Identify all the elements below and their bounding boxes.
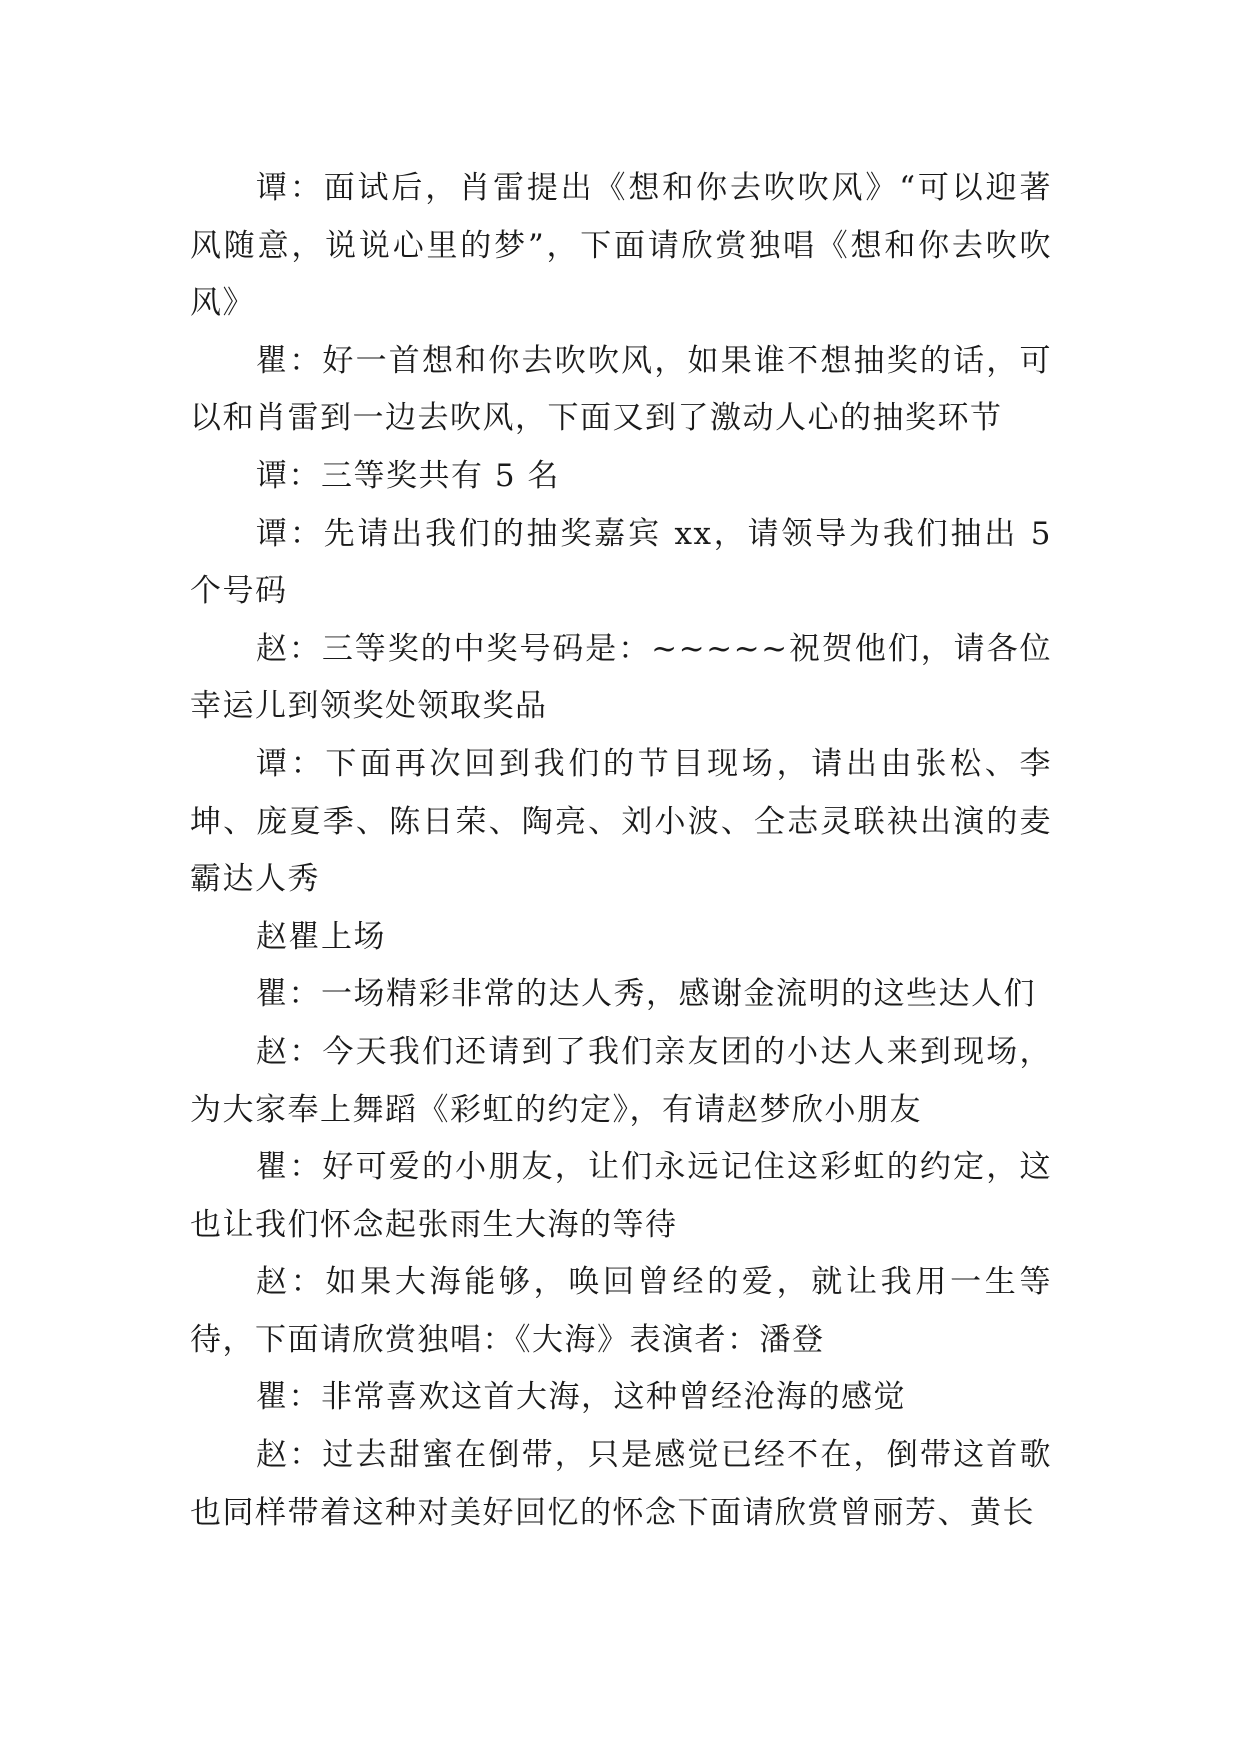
paragraph: 赵：过去甜蜜在倒带，只是感觉已经不在，倒带这首歌也同样带着这种对美好回忆的怀念下面请欣赏曾丽芳、黄长 bbox=[190, 1437, 1052, 1531]
paragraph: 瞿：一场精彩非常的达人秀，感谢金流明的这些达人们 bbox=[256, 976, 1036, 1013]
paragraph: 谭：面试后，肖雷提出《想和你去吹吹风》“可以迎著风随意，说说心里的梦”，下面请欣赏独唱《想和你去吹吹风》 bbox=[190, 170, 1052, 322]
paragraph: 瞿：非常喜欢这首大海，这种曾经沧海的感觉 bbox=[256, 1379, 906, 1416]
paragraph: 谭：下面再次回到我们的节目现场，请出由张松、李坤、庞夏季、陈日荣、陶亮、刘小波、仝志灵联袂出演的麦霸达人秀 bbox=[190, 745, 1052, 898]
paragraph: 瞿：好可爱的小朋友，让们永远记住这彩虹的约定，这也让我们怀念起张雨生大海的等待 bbox=[190, 1149, 1052, 1243]
paragraph: 谭：三等奖共有 5 名 bbox=[256, 457, 560, 494]
paragraph: 瞿：好一首想和你去吹吹风，如果谁不想抽奖的话，可以和肖雷到一边去吹风，下面又到了激动人心的抽奖环节 bbox=[190, 342, 1052, 437]
paragraph: 赵：三等奖的中奖号码是：~~~~~祝贺他们，请各位幸运儿到领奖处领取奖品 bbox=[190, 630, 1052, 725]
paragraph: 赵瞿上场 bbox=[256, 918, 386, 955]
document-body bbox=[190, 160, 1052, 1542]
paragraph: 谭：先请出我们的抽奖嘉宾 xx，请领导为我们抽出 5 个号码 bbox=[190, 515, 1052, 610]
paragraph: 赵：如果大海能够，唤回曾经的爱，就让我用一生等待，下面请欣赏独唱：《大海》表演者：潘登 bbox=[190, 1264, 1052, 1358]
paragraph: 赵：今天我们还请到了我们亲友团的小达人来到现场，为大家奉上舞蹈《彩虹的约定》，有请赵梦欣小朋友 bbox=[190, 1033, 1052, 1128]
